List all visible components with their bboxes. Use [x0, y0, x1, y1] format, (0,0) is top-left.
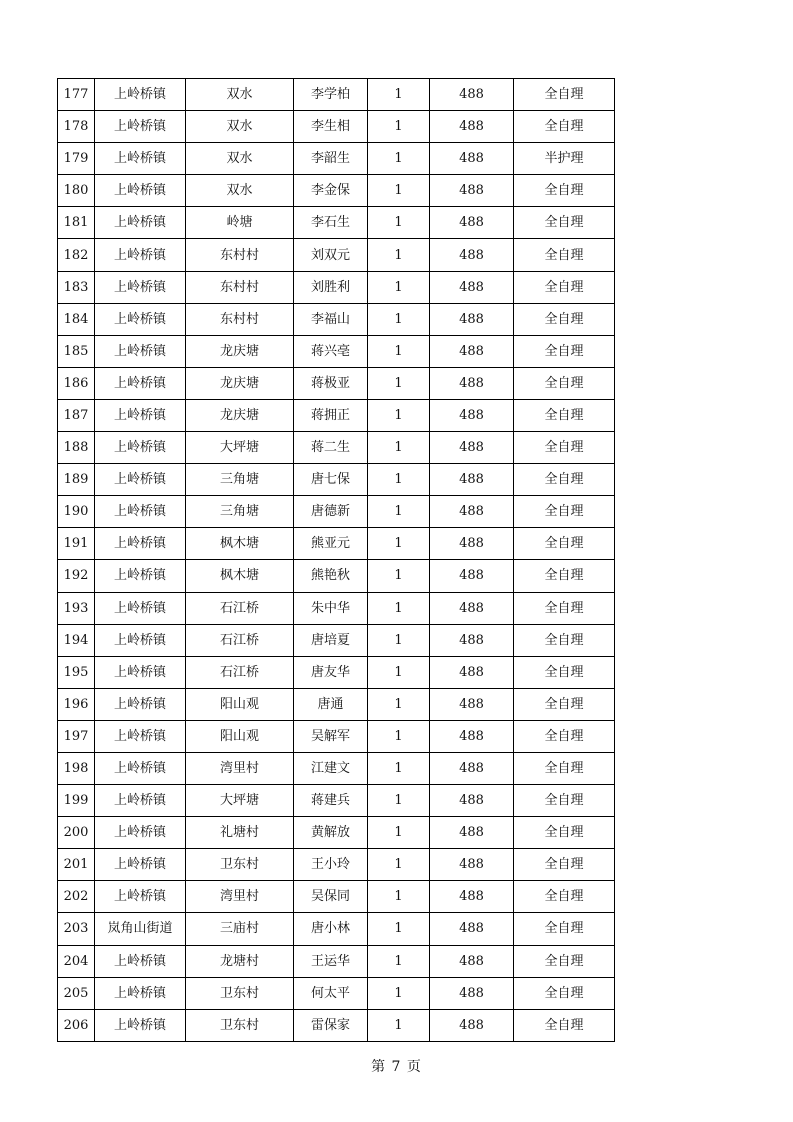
- table-row: [58, 624, 615, 656]
- table-row: [58, 79, 615, 111]
- count-cell: 1: [368, 271, 430, 303]
- row-index: 181: [58, 207, 95, 239]
- roster-table: [57, 78, 615, 1042]
- table-row: [58, 335, 615, 367]
- village-cell: 大坪塘: [186, 785, 294, 817]
- name-cell: 熊亚元: [294, 528, 368, 560]
- row-index: 196: [58, 688, 95, 720]
- amount-cell: 488: [430, 528, 514, 560]
- village-cell: 阳山观: [186, 720, 294, 752]
- village-cell: 双水: [186, 143, 294, 175]
- row-index: 199: [58, 785, 95, 817]
- town-cell: 上岭桥镇: [95, 79, 186, 111]
- table-row: [58, 111, 615, 143]
- village-cell: 三庙村: [186, 913, 294, 945]
- town-cell: 上岭桥镇: [95, 624, 186, 656]
- row-index: 189: [58, 464, 95, 496]
- name-cell: 唐友华: [294, 656, 368, 688]
- town-cell: 上岭桥镇: [95, 303, 186, 335]
- table-row: [58, 560, 615, 592]
- amount-cell: 488: [430, 79, 514, 111]
- village-cell: 龙塘村: [186, 945, 294, 977]
- amount-cell: 488: [430, 849, 514, 881]
- name-cell: 江建文: [294, 752, 368, 784]
- town-cell: 上岭桥镇: [95, 528, 186, 560]
- table-row: [58, 271, 615, 303]
- amount-cell: 488: [430, 817, 514, 849]
- name-cell: 蒋二生: [294, 432, 368, 464]
- care-level-cell: 全自理: [514, 720, 615, 752]
- count-cell: 1: [368, 367, 430, 399]
- table-row: [58, 303, 615, 335]
- name-cell: 李石生: [294, 207, 368, 239]
- town-cell: 上岭桥镇: [95, 496, 186, 528]
- town-cell: 上岭桥镇: [95, 271, 186, 303]
- table-row: [58, 207, 615, 239]
- town-cell: 上岭桥镇: [95, 143, 186, 175]
- name-cell: 李生相: [294, 111, 368, 143]
- care-level-cell: 全自理: [514, 1009, 615, 1041]
- row-index: 202: [58, 881, 95, 913]
- village-cell: 双水: [186, 79, 294, 111]
- row-index: 194: [58, 624, 95, 656]
- row-index: 204: [58, 945, 95, 977]
- name-cell: 刘双元: [294, 239, 368, 271]
- town-cell: 上岭桥镇: [95, 688, 186, 720]
- count-cell: 1: [368, 1009, 430, 1041]
- row-index: 201: [58, 849, 95, 881]
- table-row: [58, 720, 615, 752]
- name-cell: 黄解放: [294, 817, 368, 849]
- amount-cell: 488: [430, 1009, 514, 1041]
- village-cell: 东村村: [186, 303, 294, 335]
- row-index: 180: [58, 175, 95, 207]
- care-level-cell: 全自理: [514, 881, 615, 913]
- village-cell: 双水: [186, 111, 294, 143]
- page-number: 第 7 页: [371, 1059, 422, 1075]
- table-row: [58, 432, 615, 464]
- village-cell: 湾里村: [186, 752, 294, 784]
- town-cell: 上岭桥镇: [95, 720, 186, 752]
- town-cell: 上岭桥镇: [95, 367, 186, 399]
- village-cell: 龙庆塘: [186, 335, 294, 367]
- count-cell: 1: [368, 720, 430, 752]
- amount-cell: 488: [430, 688, 514, 720]
- town-cell: 上岭桥镇: [95, 945, 186, 977]
- name-cell: 蒋建兵: [294, 785, 368, 817]
- count-cell: 1: [368, 752, 430, 784]
- name-cell: 吴保同: [294, 881, 368, 913]
- town-cell: 上岭桥镇: [95, 239, 186, 271]
- table-row: [58, 688, 615, 720]
- care-level-cell: 全自理: [514, 817, 615, 849]
- row-index: 192: [58, 560, 95, 592]
- row-index: 193: [58, 592, 95, 624]
- care-level-cell: 全自理: [514, 111, 615, 143]
- count-cell: 1: [368, 111, 430, 143]
- table-row: [58, 175, 615, 207]
- table-row: [58, 913, 615, 945]
- town-cell: 上岭桥镇: [95, 592, 186, 624]
- table-row: [58, 849, 615, 881]
- amount-cell: 488: [430, 432, 514, 464]
- table-row: [58, 528, 615, 560]
- village-cell: 礼塘村: [186, 817, 294, 849]
- care-level-cell: 全自理: [514, 271, 615, 303]
- count-cell: 1: [368, 303, 430, 335]
- count-cell: 1: [368, 432, 430, 464]
- amount-cell: 488: [430, 271, 514, 303]
- village-cell: 三角塘: [186, 496, 294, 528]
- amount-cell: 488: [430, 560, 514, 592]
- care-level-cell: 全自理: [514, 239, 615, 271]
- care-level-cell: 全自理: [514, 688, 615, 720]
- village-cell: 阳山观: [186, 688, 294, 720]
- care-level-cell: 全自理: [514, 560, 615, 592]
- table-row: [58, 945, 615, 977]
- town-cell: 上岭桥镇: [95, 464, 186, 496]
- count-cell: 1: [368, 464, 430, 496]
- care-level-cell: 全自理: [514, 977, 615, 1009]
- care-level-cell: 全自理: [514, 592, 615, 624]
- village-cell: 东村村: [186, 271, 294, 303]
- amount-cell: 488: [430, 752, 514, 784]
- town-cell: 上岭桥镇: [95, 432, 186, 464]
- care-level-cell: 半护理: [514, 143, 615, 175]
- town-cell: 上岭桥镇: [95, 399, 186, 431]
- count-cell: 1: [368, 913, 430, 945]
- care-level-cell: 全自理: [514, 175, 615, 207]
- name-cell: 熊艳秋: [294, 560, 368, 592]
- amount-cell: 488: [430, 913, 514, 945]
- care-level-cell: 全自理: [514, 913, 615, 945]
- table-row: [58, 1009, 615, 1041]
- amount-cell: 488: [430, 303, 514, 335]
- table-row: [58, 464, 615, 496]
- row-index: 205: [58, 977, 95, 1009]
- amount-cell: 488: [430, 464, 514, 496]
- name-cell: 刘胜利: [294, 271, 368, 303]
- town-cell: 上岭桥镇: [95, 1009, 186, 1041]
- village-cell: 湾里村: [186, 881, 294, 913]
- count-cell: 1: [368, 977, 430, 1009]
- name-cell: 蒋兴亳: [294, 335, 368, 367]
- village-cell: 三角塘: [186, 464, 294, 496]
- table-row: [58, 239, 615, 271]
- amount-cell: 488: [430, 335, 514, 367]
- row-index: 183: [58, 271, 95, 303]
- care-level-cell: 全自理: [514, 464, 615, 496]
- table-row: [58, 817, 615, 849]
- table-row: [58, 977, 615, 1009]
- town-cell: 上岭桥镇: [95, 817, 186, 849]
- table-row: [58, 367, 615, 399]
- village-cell: 石江桥: [186, 624, 294, 656]
- count-cell: 1: [368, 849, 430, 881]
- name-cell: 何太平: [294, 977, 368, 1009]
- name-cell: 吴解军: [294, 720, 368, 752]
- table-row: [58, 592, 615, 624]
- count-cell: 1: [368, 624, 430, 656]
- count-cell: 1: [368, 560, 430, 592]
- village-cell: 龙庆塘: [186, 399, 294, 431]
- name-cell: 唐通: [294, 688, 368, 720]
- row-index: 182: [58, 239, 95, 271]
- count-cell: 1: [368, 881, 430, 913]
- name-cell: 蒋极亚: [294, 367, 368, 399]
- care-level-cell: 全自理: [514, 752, 615, 784]
- village-cell: 龙庆塘: [186, 367, 294, 399]
- amount-cell: 488: [430, 881, 514, 913]
- village-cell: 枫木塘: [186, 528, 294, 560]
- village-cell: 石江桥: [186, 592, 294, 624]
- amount-cell: 488: [430, 239, 514, 271]
- row-index: 200: [58, 817, 95, 849]
- row-index: 198: [58, 752, 95, 784]
- count-cell: 1: [368, 785, 430, 817]
- count-cell: 1: [368, 79, 430, 111]
- amount-cell: 488: [430, 496, 514, 528]
- care-level-cell: 全自理: [514, 367, 615, 399]
- name-cell: 李韶生: [294, 143, 368, 175]
- table-row: [58, 143, 615, 175]
- amount-cell: 488: [430, 207, 514, 239]
- row-index: 185: [58, 335, 95, 367]
- count-cell: 1: [368, 817, 430, 849]
- row-index: 191: [58, 528, 95, 560]
- care-level-cell: 全自理: [514, 399, 615, 431]
- row-index: 197: [58, 720, 95, 752]
- row-index: 187: [58, 399, 95, 431]
- amount-cell: 488: [430, 367, 514, 399]
- town-cell: 上岭桥镇: [95, 785, 186, 817]
- name-cell: 朱中华: [294, 592, 368, 624]
- count-cell: 1: [368, 239, 430, 271]
- count-cell: 1: [368, 207, 430, 239]
- care-level-cell: 全自理: [514, 945, 615, 977]
- name-cell: 唐七保: [294, 464, 368, 496]
- care-level-cell: 全自理: [514, 335, 615, 367]
- row-index: 177: [58, 79, 95, 111]
- name-cell: 雷保家: [294, 1009, 368, 1041]
- table-row: [58, 656, 615, 688]
- care-level-cell: 全自理: [514, 432, 615, 464]
- amount-cell: 488: [430, 945, 514, 977]
- care-level-cell: 全自理: [514, 303, 615, 335]
- town-cell: 上岭桥镇: [95, 656, 186, 688]
- town-cell: 上岭桥镇: [95, 335, 186, 367]
- row-index: 179: [58, 143, 95, 175]
- table-row: [58, 399, 615, 431]
- town-cell: 上岭桥镇: [95, 111, 186, 143]
- amount-cell: 488: [430, 656, 514, 688]
- village-cell: 枫木塘: [186, 560, 294, 592]
- roster-body: [58, 79, 615, 1042]
- name-cell: 李学柏: [294, 79, 368, 111]
- row-index: 190: [58, 496, 95, 528]
- town-cell: 岚角山街道: [95, 913, 186, 945]
- name-cell: 王运华: [294, 945, 368, 977]
- amount-cell: 488: [430, 720, 514, 752]
- town-cell: 上岭桥镇: [95, 752, 186, 784]
- care-level-cell: 全自理: [514, 528, 615, 560]
- amount-cell: 488: [430, 977, 514, 1009]
- amount-cell: 488: [430, 143, 514, 175]
- name-cell: 李金保: [294, 175, 368, 207]
- village-cell: 大坪塘: [186, 432, 294, 464]
- table-row: [58, 881, 615, 913]
- amount-cell: 488: [430, 624, 514, 656]
- care-level-cell: 全自理: [514, 496, 615, 528]
- village-cell: 岭塘: [186, 207, 294, 239]
- count-cell: 1: [368, 143, 430, 175]
- town-cell: 上岭桥镇: [95, 849, 186, 881]
- name-cell: 蒋拥正: [294, 399, 368, 431]
- count-cell: 1: [368, 399, 430, 431]
- name-cell: 王小玲: [294, 849, 368, 881]
- amount-cell: 488: [430, 785, 514, 817]
- care-level-cell: 全自理: [514, 79, 615, 111]
- village-cell: 石江桥: [186, 656, 294, 688]
- village-cell: 双水: [186, 175, 294, 207]
- count-cell: 1: [368, 335, 430, 367]
- count-cell: 1: [368, 592, 430, 624]
- table-row: [58, 752, 615, 784]
- town-cell: 上岭桥镇: [95, 977, 186, 1009]
- count-cell: 1: [368, 945, 430, 977]
- row-index: 195: [58, 656, 95, 688]
- village-cell: 卫东村: [186, 977, 294, 1009]
- row-index: 184: [58, 303, 95, 335]
- village-cell: 卫东村: [186, 1009, 294, 1041]
- name-cell: 唐德新: [294, 496, 368, 528]
- row-index: 188: [58, 432, 95, 464]
- row-index: 178: [58, 111, 95, 143]
- name-cell: 李福山: [294, 303, 368, 335]
- care-level-cell: 全自理: [514, 849, 615, 881]
- table-row: [58, 785, 615, 817]
- row-index: 203: [58, 913, 95, 945]
- care-level-cell: 全自理: [514, 207, 615, 239]
- amount-cell: 488: [430, 399, 514, 431]
- town-cell: 上岭桥镇: [95, 560, 186, 592]
- table-row: [58, 496, 615, 528]
- name-cell: 唐小林: [294, 913, 368, 945]
- count-cell: 1: [368, 656, 430, 688]
- care-level-cell: 全自理: [514, 624, 615, 656]
- town-cell: 上岭桥镇: [95, 207, 186, 239]
- count-cell: 1: [368, 175, 430, 207]
- care-level-cell: 全自理: [514, 656, 615, 688]
- name-cell: 唐培夏: [294, 624, 368, 656]
- count-cell: 1: [368, 528, 430, 560]
- town-cell: 上岭桥镇: [95, 881, 186, 913]
- row-index: 186: [58, 367, 95, 399]
- village-cell: 卫东村: [186, 849, 294, 881]
- town-cell: 上岭桥镇: [95, 175, 186, 207]
- count-cell: 1: [368, 496, 430, 528]
- amount-cell: 488: [430, 175, 514, 207]
- care-level-cell: 全自理: [514, 785, 615, 817]
- village-cell: 东村村: [186, 239, 294, 271]
- row-index: 206: [58, 1009, 95, 1041]
- amount-cell: 488: [430, 592, 514, 624]
- amount-cell: 488: [430, 111, 514, 143]
- count-cell: 1: [368, 688, 430, 720]
